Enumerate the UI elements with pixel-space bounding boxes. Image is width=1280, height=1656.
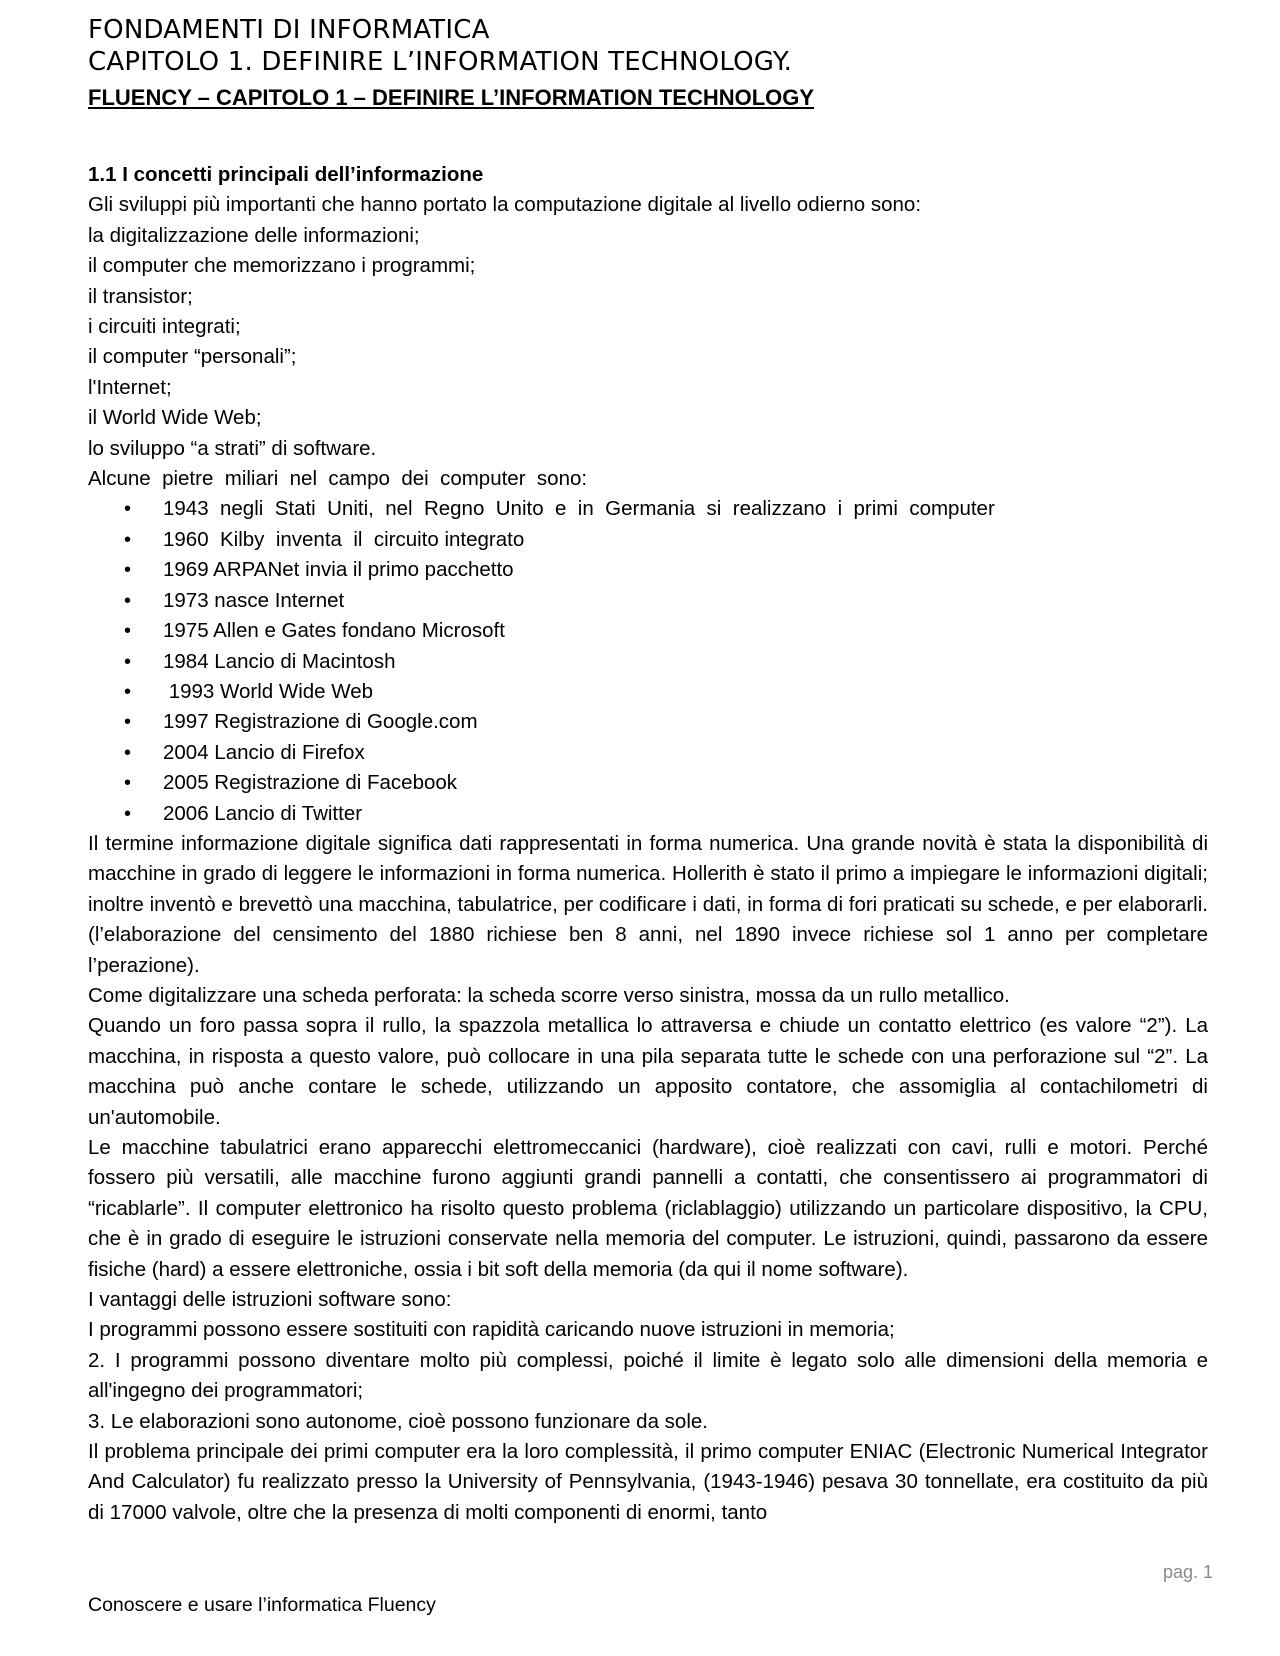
milestone-item: • 2004 Lancio di Firefox	[88, 738, 1208, 768]
document-title: FONDAMENTI DI INFORMATICA	[88, 15, 490, 45]
milestone-item: • 2006 Lancio di Twitter	[88, 799, 1208, 829]
milestone-item: • 1975 Allen e Gates fondano Microsoft	[88, 616, 1208, 646]
paragraph-roller-contact: Quando un foro passa sopra il rullo, la spazzola metallica lo attraversa e chiude un contatto elettrico (es valore “2”). La macchina, in risposta a questo valore, può collocare in una pila separata tutte le schede con una perforazione sul “2”. La macchina può anche contare le schede, utilizzando un apposito contatore, che assomiglia al contachilometri di un'automobile.	[88, 1014, 1208, 1129]
section-intro: Gli sviluppi più importanti che hanno portato la computazione digitale al livello odierno sono:	[88, 193, 922, 217]
paragraph-tabulators: Le macchine tabulatrici erano apparecchi elettromeccanici (hardware), cioè realizzati con cavi, rulli e motori. Perché fossero più versatili, alle macchine furono aggiunti grandi pannelli a contatti, che consentissero ai programmatori di “ricablarle”. Il computer elettronico ha risolto questo problema (riclablaggio) utilizzando un particolare dispositivo, la CPU, che è in grado di eseguire le istruzioni conservate nella memoria del computer. Le istruzioni, quindi, passarono da essere fisiche (hard) a essere elettroniche, ossia i bit soft della memoria (da qui il nome software).	[88, 1136, 1208, 1281]
document-header	[88, 14, 1208, 112]
advantage-item: 3. Le elaborazioni sono autonome, cioè possono funzionare da sole.	[88, 1409, 708, 1433]
milestone-item: • 1984 Lancio di Macintosh	[88, 647, 1208, 677]
development-item: i circuiti integrati;	[88, 315, 241, 339]
paragraph-advantages-intro: I vantaggi delle istruzioni software sono:	[88, 1288, 452, 1312]
milestones-intro: Alcune pietre miliari nel campo dei computer sono:	[88, 467, 588, 491]
milestone-item: • 1993 World Wide Web	[88, 677, 1208, 707]
section-title: 1.1 I concetti principali dell’informazione	[88, 163, 484, 186]
milestone-item: • 1969 ARPANet invia il primo pacchetto	[88, 555, 1208, 585]
development-item: il computer “personali”;	[88, 345, 297, 369]
milestone-item: • 1997 Registrazione di Google.com	[88, 707, 1208, 737]
footer-text: Conoscere e usare l’informatica Fluency	[88, 1594, 436, 1616]
development-item: il computer che memorizzano i programmi;	[88, 254, 476, 278]
chapter-subtitle: FLUENCY – CAPITOLO 1 – DEFINIRE L’INFORMATION TECHNOLOGY	[88, 85, 815, 110]
milestone-item: • 1960 Kilby inventa il circuito integrato	[88, 525, 1208, 555]
development-item: lo sviluppo “a strati” di software.	[88, 436, 377, 460]
development-item: l'Internet;	[88, 375, 172, 399]
paragraph-digital-info: Il termine informazione digitale significa dati rappresentati in forma numerica. Una grande novità è stata la disponibilità di macchine in grado di leggere le informazioni in forma numerica. Hollerith è stato il primo a impiegare le informazioni digitali; inoltre inventò e brevettò una macchina, tabulatrice, per codificare i dati, in forma di fori praticati su schede, e per elaborarli. (l’elaborazione del censimento del 1880 richiese ben 8 anni, nel 1890 invece richiese sol 1 anno per completare l’perazione).	[88, 831, 1208, 977]
advantage-item: I programmi possono essere sostituiti con rapidità caricando nuove istruzioni in memoria;	[88, 1318, 895, 1342]
milestone-item: • 1943 negli Stati Uniti, nel Regno Unito e in Germania si realizzano i primi computer	[88, 494, 1208, 524]
milestones-list	[88, 494, 1208, 828]
milestone-item: • 2005 Registrazione di Facebook	[88, 768, 1208, 798]
paragraph-punch-card: Come digitalizzare una scheda perforata: la scheda scorre verso sinistra, mossa da un rullo metallico.	[88, 983, 1010, 1007]
page-number: pag. 1	[1162, 1562, 1213, 1582]
development-item: il World Wide Web;	[88, 406, 262, 430]
document-body	[88, 160, 1208, 1528]
development-item: la digitalizzazione delle informazioni;	[88, 223, 420, 247]
milestone-item: • 1973 nasce Internet	[88, 586, 1208, 616]
development-item: il transistor;	[88, 284, 193, 308]
paragraph-eniac: Il problema principale dei primi computer era la loro complessità, il primo computer ENIAC (Electronic Numerical Integrator And Calculator) fu realizzato presso la University of Pennsylvania, (1943-1946) pesava 30 tonnellate, era costituito da più di 17000 valvole, oltre che la presenza di molti componenti di enormi, tanto	[88, 1440, 1208, 1524]
advantage-item: 2. I programmi possono diventare molto più complessi, poiché il limite è legato solo alle dimensioni della memoria e all'ingegno dei programmatori;	[88, 1348, 1208, 1403]
chapter-title: CAPITOLO 1. DEFINIRE L’INFORMATION TECHNOLOGY.	[88, 47, 793, 77]
